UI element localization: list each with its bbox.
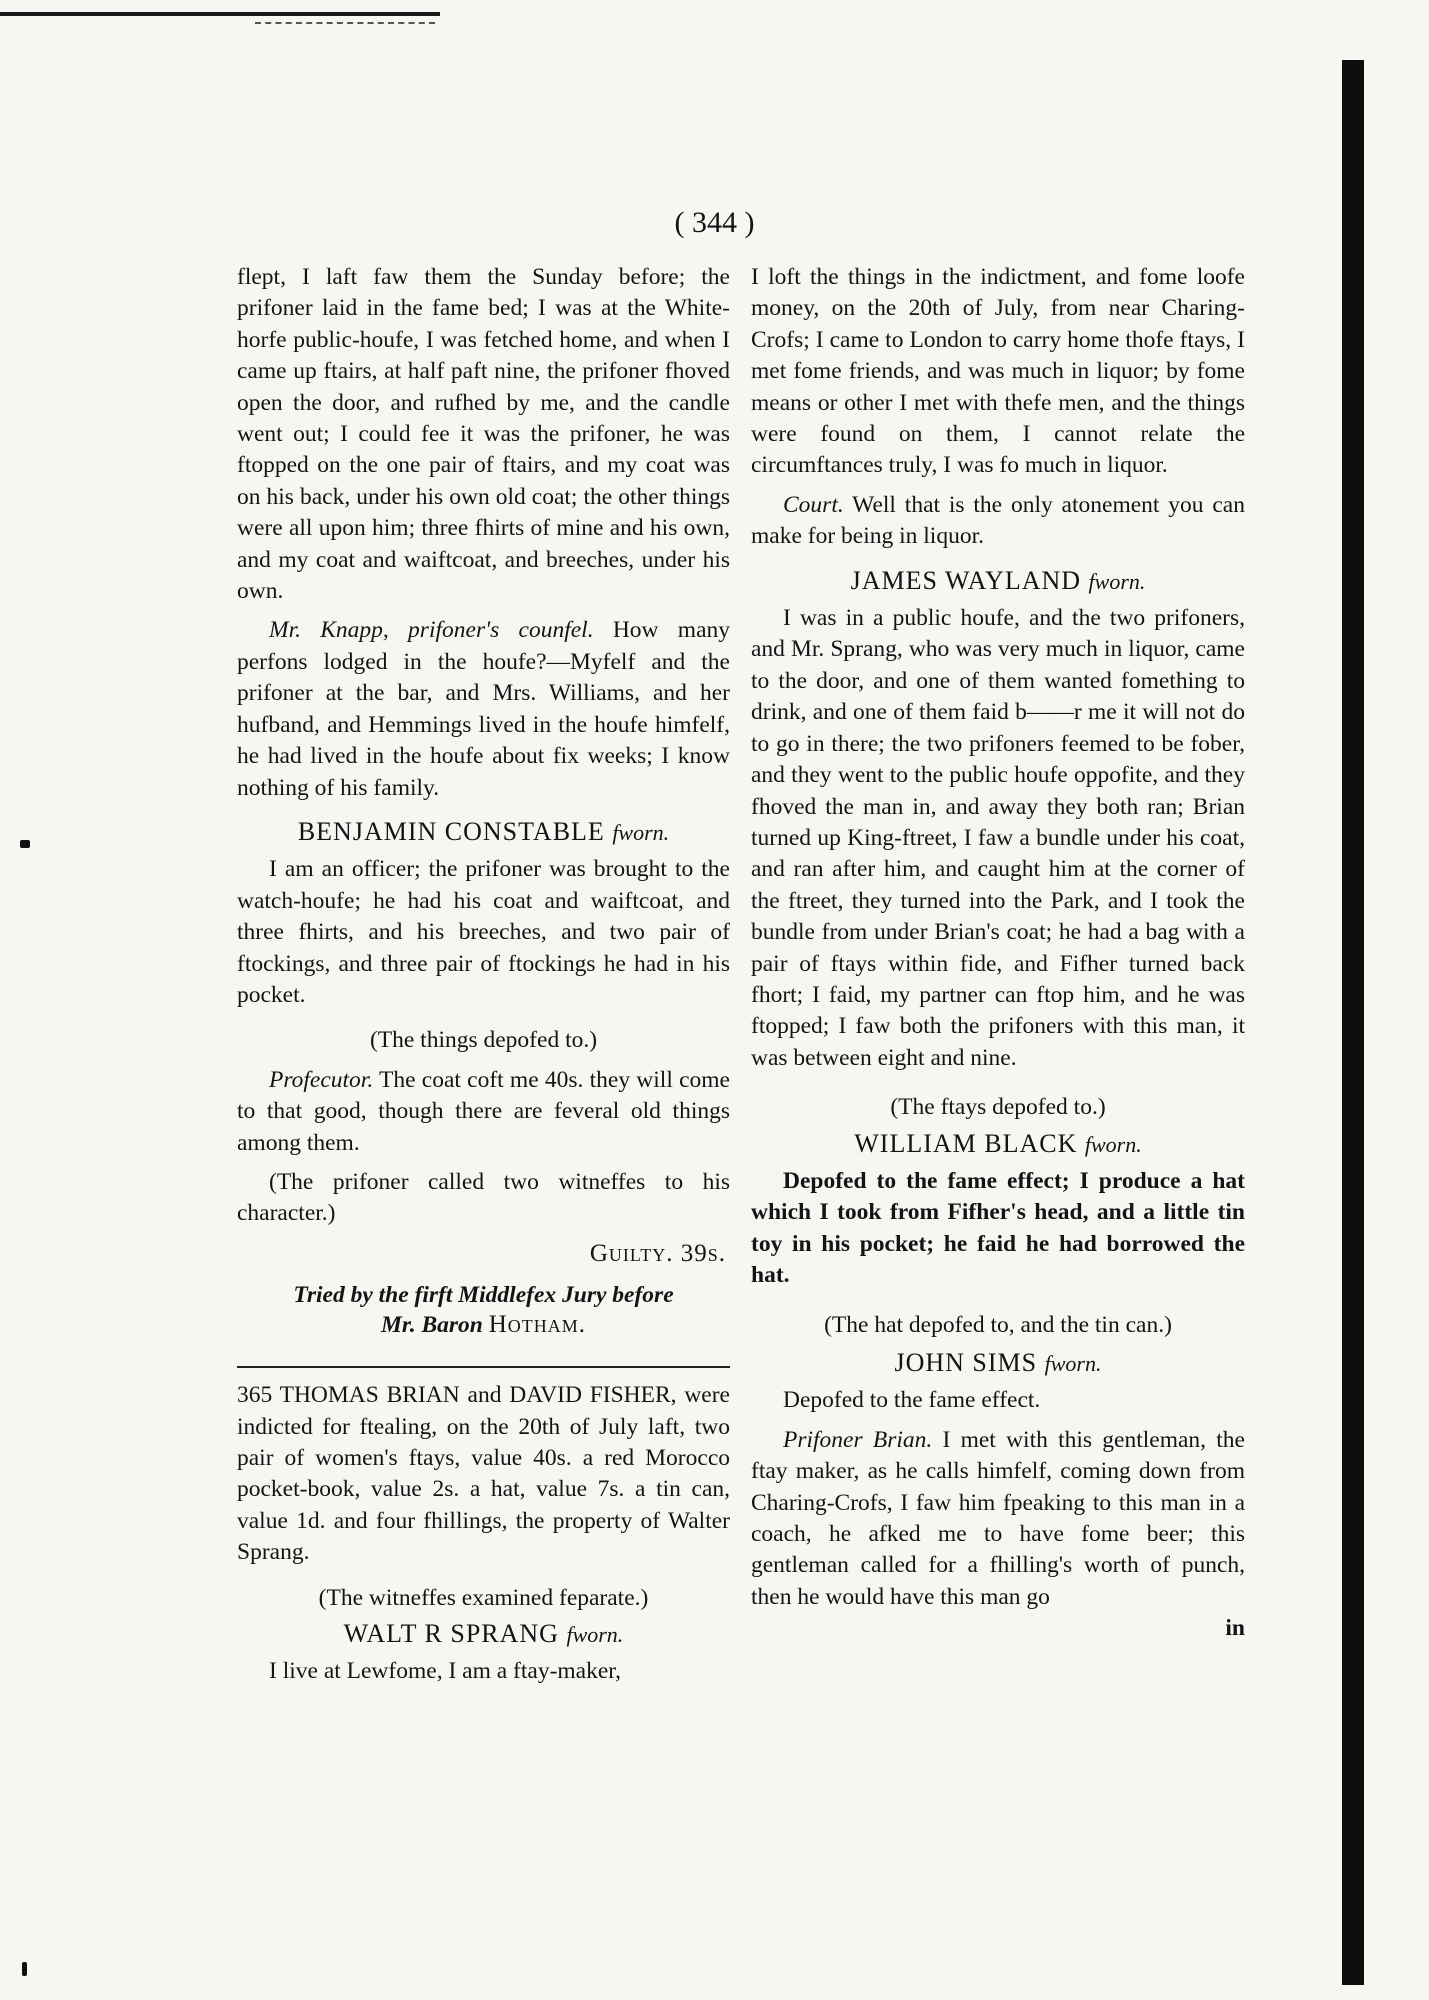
ink-speck — [20, 840, 30, 848]
witness-name: JOHN SIMS — [894, 1348, 1038, 1377]
stage-note: (The hat depofed to, and the tin can.) — [824, 1311, 1172, 1338]
page-number: ( 344 ) — [674, 206, 755, 239]
page-edge-shadow — [1342, 60, 1364, 1985]
paragraph: Depofed to the fame effect; I produce a hat which I took from Fifher's head, and a little tin toy in his pocket; he faid he had borrowed the hat. — [751, 1167, 1245, 1289]
left-column — [237, 262, 730, 1688]
witness-name: WALT R SPRANG — [343, 1619, 559, 1649]
paragraph-text: I met with this gentleman, the ftay maker, as he calls himfelf, coming down from Charing-Crofs, I faw him fpeaking to this man in a coach, he afked me to have fome beer; this gentleman called for a fhilling's worth of punch, then he would have this man go — [751, 1426, 1245, 1610]
stage-note: (The ftays depofed to.) — [890, 1094, 1106, 1121]
sworn-label: fworn. — [612, 819, 670, 845]
paragraph — [237, 615, 730, 803]
paragraph — [751, 490, 1245, 553]
witness-heading — [237, 816, 730, 848]
paragraph: I live at Lewfome, I am a ftay-maker, — [269, 1658, 622, 1685]
stage-note: (The things depofed to.) — [369, 1027, 598, 1054]
stage-note: (The witneffes examined feparate.) — [318, 1584, 649, 1611]
top-rule-dashed — [255, 22, 435, 24]
witness-heading — [237, 1618, 730, 1650]
section-divider — [237, 1366, 730, 1368]
paragraph — [751, 1425, 1245, 1613]
paragraph: Depofed to the fame effect. — [783, 1387, 1041, 1414]
top-rule — [0, 12, 440, 16]
witness-name: BENJAMIN CONSTABLE — [297, 816, 605, 846]
right-column — [751, 262, 1245, 1645]
witness-heading — [751, 1347, 1245, 1379]
ink-speck — [22, 1962, 27, 1976]
sworn-label: fworn. — [1044, 1351, 1102, 1376]
sworn-label: fworn. — [1084, 1131, 1142, 1157]
witness-name: WILLIAM BLACK — [854, 1128, 1078, 1158]
catchword: in — [1225, 1615, 1245, 1642]
sworn-label: fworn. — [1088, 568, 1146, 594]
witness-heading — [751, 565, 1245, 597]
sworn-label: fworn. — [566, 1622, 624, 1648]
trial-note — [237, 1281, 730, 1340]
paragraph-text: How many perfons lodged in the houfe?—Myfelf and the prifoner at the bar, and Mrs. Williams, and her hufband, and Hemmings lived in the houfe himfelf, he had lived in the houfe about fix weeks; I know nothing of his family. — [237, 617, 730, 801]
paragraph-text: The coat coft me 40s. they will come to that good, though there are feveral old things among them. — [237, 1066, 730, 1156]
speaker: Profecutor. — [269, 1066, 374, 1093]
paragraph: flept, I laft faw them the Sunday before; the prifoner laid in the fame bed; I was at the White-horfe public-houfe, I was fetched home, and when I came up ftairs, at half paft nine, the prifoner fhoved open the door, and rufhed by me, and the candle went out; I could fee it was the prifoner, he was ftopped on the one pair of ftairs, and my coat was on his back, under his own old coat; the other things were all upon him; three fhirts of mine and his own, and my coat and waiftcoat, and breeches, under his own. — [237, 264, 730, 605]
judge-name: Hotham. — [488, 1311, 587, 1339]
trial-line: Mr. Baron — [380, 1312, 489, 1339]
paragraph — [237, 1065, 730, 1159]
speaker: Prifoner Brian. — [783, 1426, 933, 1453]
stage-note: (The prifoner called two witneffes to his character.) — [237, 1168, 730, 1227]
paragraph: I was in a public houfe, and the two prifoners, and Mr. Sprang, who was very much in liquor, came to the door, and one of them wanted fomething to drink, and one of them faid b——r me it will not do to go in there; the two prifoners feemed to be fober, and they went to the public houfe oppofite, and they fhoved the man in, and away they both ran; Brian turned up King-ftreet, I faw a bundle under his coat, and ran after him, and caught him at the corner of the ftreet, they turned into the Park, and I took the bundle from under Brian's coat; he had a bag with a pair of ftays within fide, and Fifher turned back fhort; I faid, my partner can ftop him, and he was ftopped; I faw both the prifoners with this man, it was between eight and nine. — [751, 605, 1245, 1071]
paragraph: I loft the things in the indictment, and fome loofe money, on the 20th of July, from near Charing-Crofs; I came to London to carry home thofe ftays, I met fome friends, and was much in liquor; by fome means or other I met with thefe men, and the things were found on them, I cannot relate the circumftances truly, I was fo much in liquor. — [751, 264, 1245, 479]
speaker: Court. — [783, 491, 844, 518]
paragraph: I am an officer; the prifoner was brought to the watch-houfe; he had his coat and waiftcoat, and three fhirts, and his breeches, and two pair of ftockings, and three pair of ftockings he had in his pocket. — [237, 856, 730, 1008]
speaker: Mr. Knapp, prifoner's counfel. — [269, 617, 594, 644]
trial-line: Tried by the firft Middlefex Jury before — [293, 1282, 674, 1309]
witness-name: JAMES WAYLAND — [850, 565, 1082, 595]
paragraph-text: Well that is the only atonement you can make for being in liquor. — [751, 491, 1245, 550]
case-paragraph: 365 THOMAS BRIAN and DAVID FISHER, were indicted for ftealing, on the 20th of July laft, two pair of women's ftays, value 40s. a red Morocco pocket-book, value 2s. a hat, value 7s. a tin can, value 1d. and four fhillings, the property of Walter Sprang. — [237, 1382, 730, 1566]
witness-heading — [751, 1128, 1245, 1160]
verdict: Guilty. 39s. — [589, 1239, 726, 1267]
